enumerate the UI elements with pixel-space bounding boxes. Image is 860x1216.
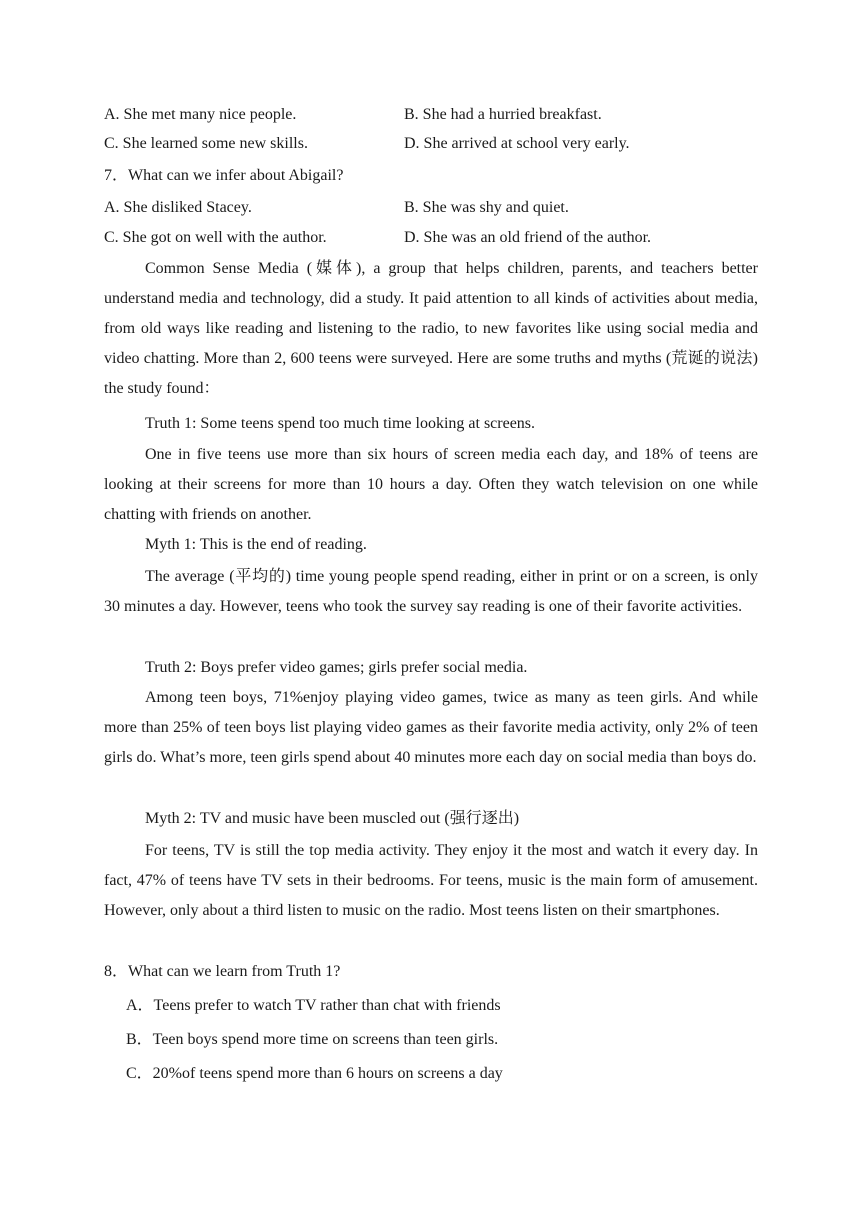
q6-option-d: D. She arrived at school very early. — [404, 135, 630, 152]
myth2-body: For teens, TV is still the top media activity. They enjoy it the most and watch it every day. In fact, 47% of teens have TV sets in their bedrooms. For teens, music is the main form of amusement. However, only about a third listen to music on the radio. Most teens listen on their smartphones. — [104, 842, 758, 919]
truth1-heading: Truth 1: Some teens spend too much time looking at screens. — [145, 415, 536, 432]
q7-option-a: A. She disliked Stacey. — [104, 199, 252, 216]
truth2-body: Among teen boys, 71%enjoy playing video games, twice as many as teen girls. And while more than 25% of teen boys list playing video games as their favorite media activity, only 2% of teen girls do. What’s more, teen girls spend about 40 minutes more each day on social media than boys do. — [104, 689, 758, 766]
truth2-heading: Truth 2: Boys prefer video games; girls prefer social media. — [145, 659, 528, 676]
passage-intro: Common Sense Media (媒体), a group that helps children, parents, and teachers better understand media and technology, did a study. It paid attention to all kinds of activities about media, from old ways like reading and listening to the radio, to new favorites like using social media and video chatting. More than 2, 600 teens were surveyed. Here are some truths and myths (荒诞的说法) the study found： — [104, 260, 758, 397]
q8-option-b: B．Teen boys spend more time on screens than teen girls. — [126, 1031, 499, 1048]
myth1-body: The average (平均的) time young people spend reading, either in print or on a screen, is only 30 minutes a day. However, teens who took the survey say reading is one of their favorite activities. — [104, 568, 758, 615]
q8-option-c: C．20%of teens spend more than 6 hours on screens a day — [126, 1065, 503, 1082]
q8-option-a: A．Teens prefer to watch TV rather than chat with friends — [126, 997, 501, 1014]
q7-option-c: C. She got on well with the author. — [104, 229, 327, 246]
q6-option-c: C. She learned some new skills. — [104, 135, 308, 152]
q6-option-b: B. She had a hurried breakfast. — [404, 106, 602, 123]
q7-option-b: B. She was shy and quiet. — [404, 199, 569, 216]
q8-question: 8．What can we learn from Truth 1? — [104, 963, 341, 980]
truth1-body: One in five teens use more than six hours of screen media each day, and 18% of teens are looking at their screens for more than 10 hours a day. Often they watch television on one while chatting with friends on another. — [104, 446, 758, 523]
myth1-heading: Myth 1: This is the end of reading. — [145, 536, 367, 553]
q7-question: 7．What can we infer about Abigail? — [104, 167, 344, 184]
myth2-heading: Myth 2: TV and music have been muscled out (强行逐出) — [145, 810, 520, 827]
q6-option-a: A. She met many nice people. — [104, 106, 297, 123]
q7-option-d: D. She was an old friend of the author. — [404, 229, 652, 246]
